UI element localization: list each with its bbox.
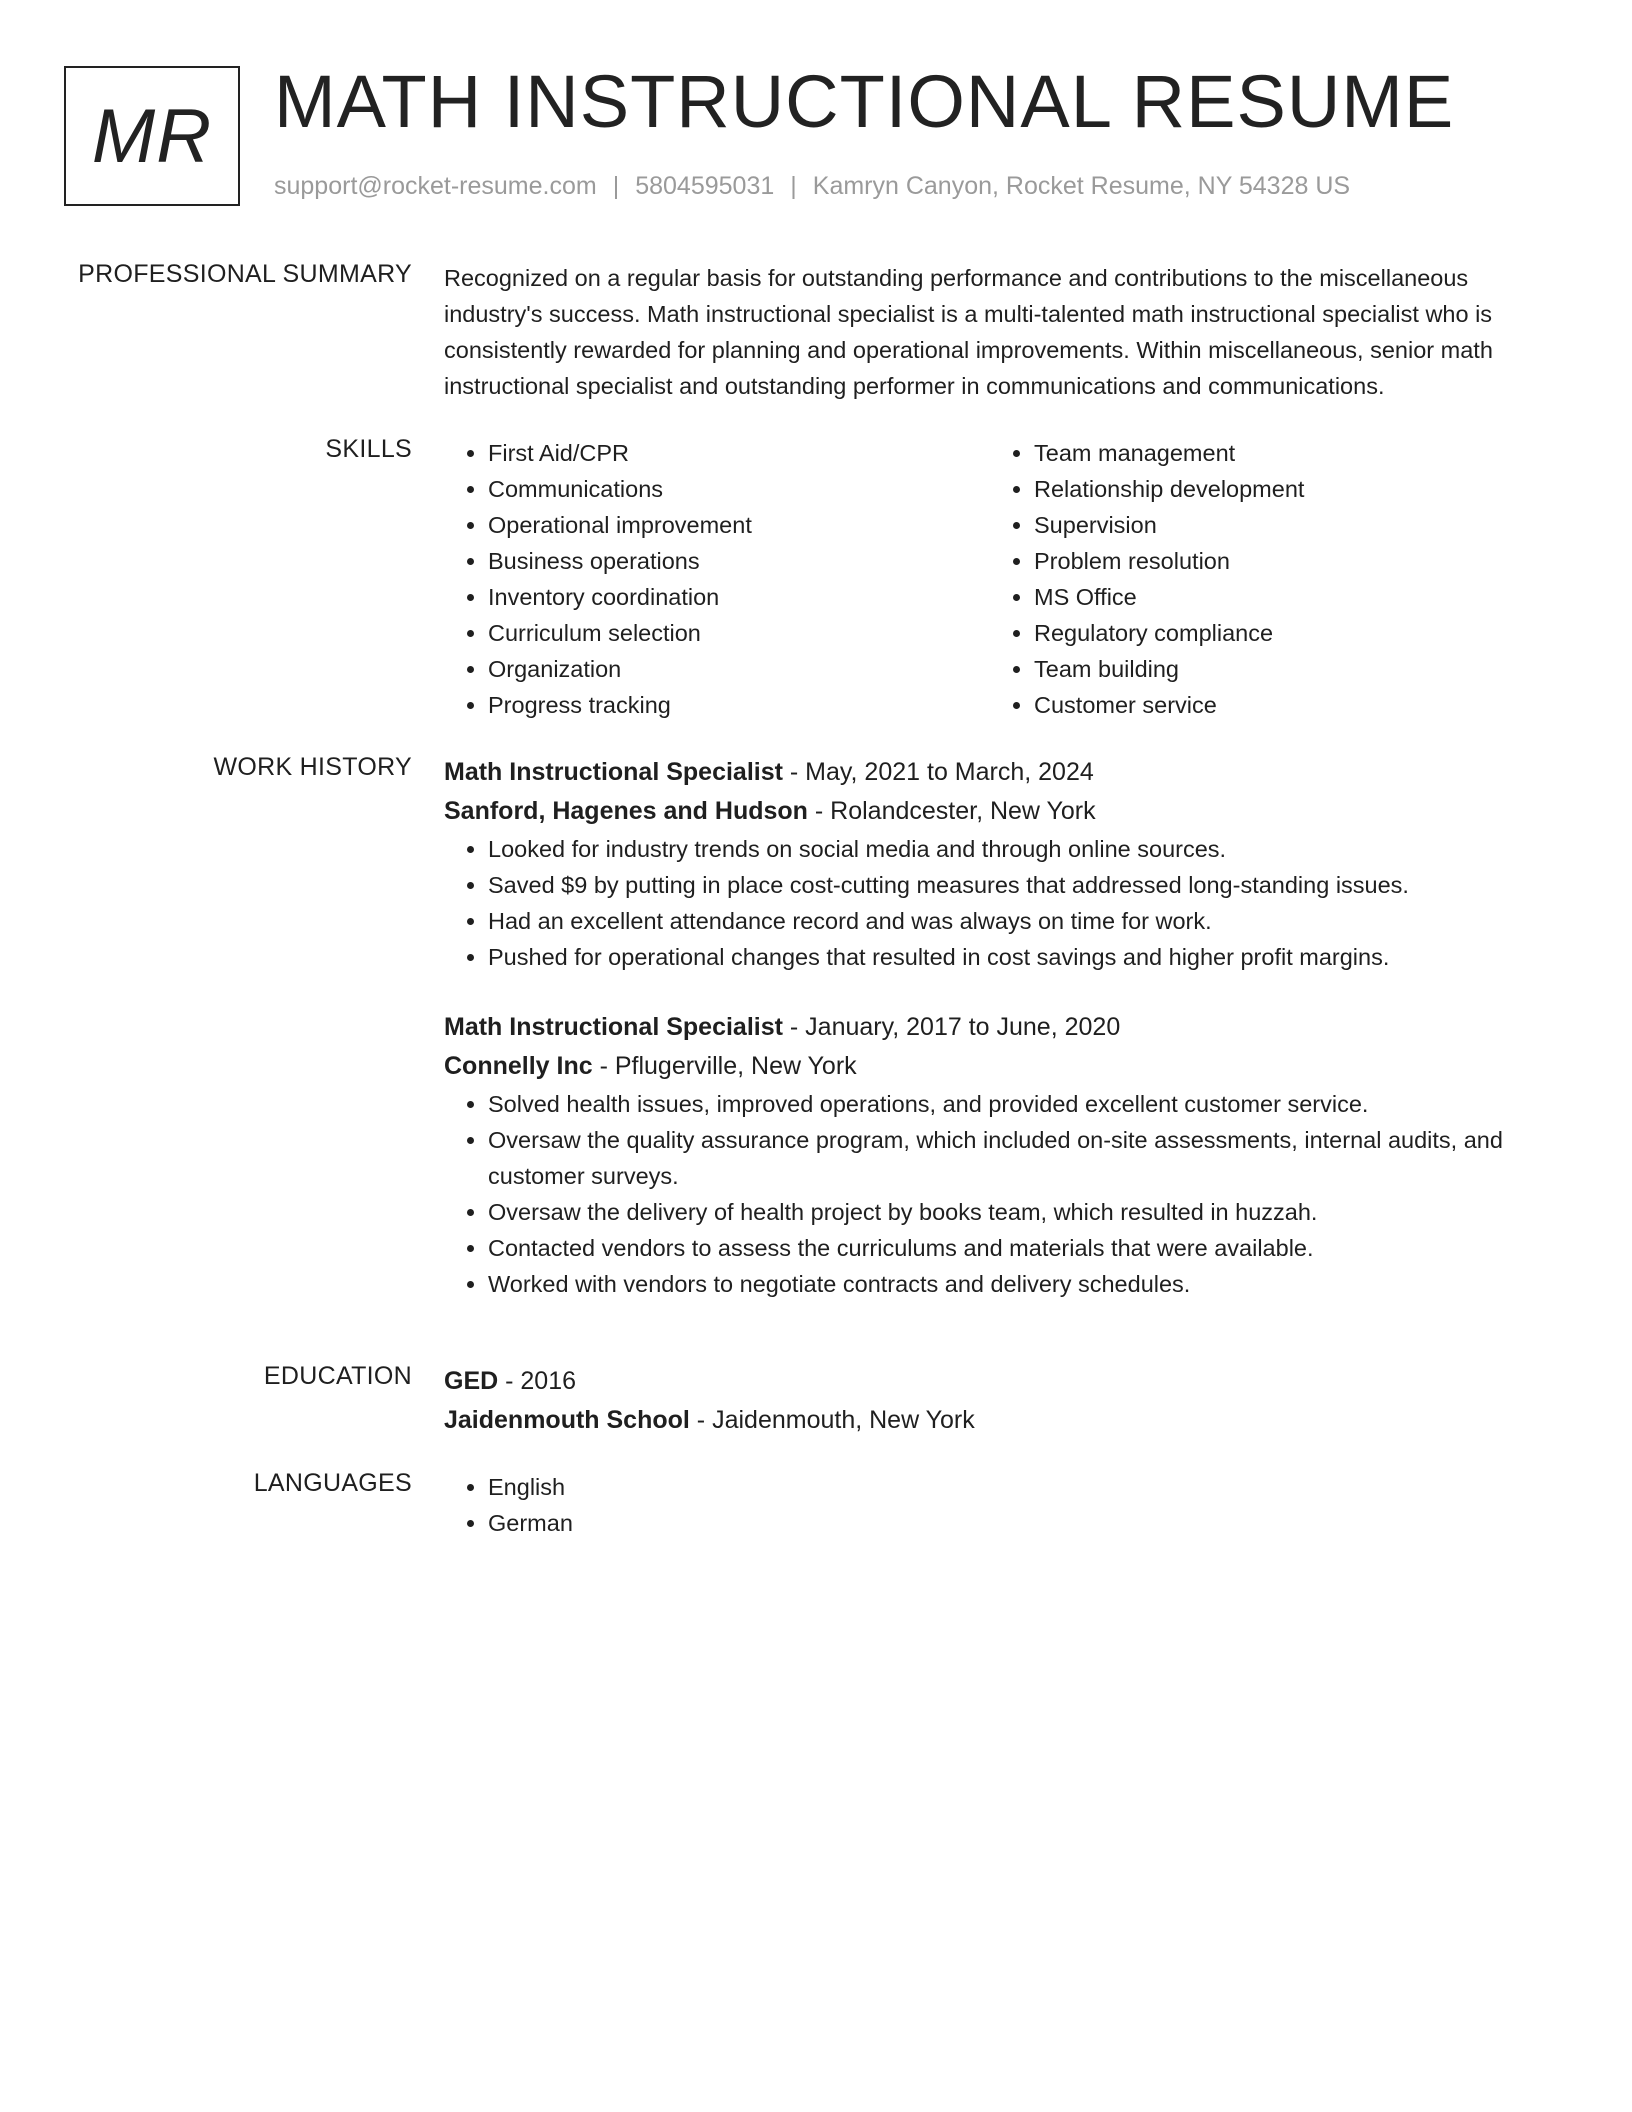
- skill-item: • Team building: [1034, 651, 1536, 687]
- job-title-line: [444, 1008, 1554, 1047]
- job-bullet: • Had an excellent attendance record and was always on time for work.: [488, 903, 1554, 939]
- skill-item: • Progress tracking: [488, 687, 990, 723]
- languages-label: LANGUAGES: [253, 1469, 412, 1497]
- job-bullet: • Oversaw the delivery of health project by books team, which resulted in huzzah.: [488, 1194, 1554, 1230]
- summary-text: Recognized on a regular basis for outstanding performance and contributions to the miscellaneous industry's success. Math instructional specialist is a multi-talented math instructional specialist who is consistently rewarded for planning and operational improvements. Within miscellaneous, senior math instructional specialist and outstanding performer in communications and communications.: [444, 265, 1493, 399]
- job-dates: - January, 2017 to June, 2020: [782, 1013, 1121, 1041]
- resume-title: MATH INSTRUCTIONAL RESUME: [274, 60, 1455, 143]
- job-bullet: • Solved health issues, improved operations, and provided excellent customer service.: [488, 1086, 1554, 1122]
- contact-line: [274, 172, 1350, 201]
- employer-location: - Rolandcester, New York: [807, 797, 1096, 825]
- job-entry: [444, 1008, 1554, 1302]
- skill-item: • Curriculum selection: [488, 615, 990, 651]
- summary-label: PROFESSIONAL SUMMARY: [78, 260, 412, 288]
- contact-separator: |: [790, 172, 797, 200]
- employer-location: - Pflugerville, New York: [592, 1052, 857, 1080]
- work-history-body: [444, 753, 1554, 1335]
- skill-item: • Team management: [1034, 435, 1536, 471]
- job-bullet: • Saved $9 by putting in place cost-cutting measures that addressed long-standing issues.: [488, 867, 1554, 903]
- skill-item: • Relationship development: [1034, 471, 1536, 507]
- education-label: EDUCATION: [263, 1362, 412, 1390]
- skill-item: • Business operations: [488, 543, 990, 579]
- degree-name: GED: [444, 1367, 499, 1395]
- skill-item: • Regulatory compliance: [1034, 615, 1536, 651]
- resume-header: [64, 60, 1564, 216]
- skill-item: • Problem resolution: [1034, 543, 1536, 579]
- language-item: • English: [488, 1469, 1554, 1505]
- degree-line: [444, 1362, 1554, 1401]
- contact-phone: 5804595031: [635, 172, 775, 200]
- contact-separator: |: [612, 172, 620, 200]
- education-body: [444, 1362, 1554, 1440]
- degree-year: - 2016: [498, 1367, 577, 1395]
- job-entry: [444, 753, 1554, 975]
- job-title: Math Instructional Specialist: [444, 1013, 783, 1041]
- job-bullet: • Oversaw the quality assurance program, which included on-site assessments, internal audits, and customer surveys.: [488, 1122, 1554, 1194]
- job-bullet: • Contacted vendors to assess the curriculums and materials that were available.: [488, 1230, 1554, 1266]
- monogram-box: MR: [64, 66, 240, 206]
- employer-name: Sanford, Hagenes and Hudson: [444, 797, 808, 825]
- school-line: [444, 1401, 1554, 1440]
- job-dates: - May, 2021 to March, 2024: [782, 758, 1094, 786]
- language-item: • German: [488, 1505, 1554, 1541]
- summary-body: [444, 260, 1554, 404]
- job-bullets: [444, 1086, 1554, 1302]
- skill-item: • MS Office: [1034, 579, 1536, 615]
- languages-body: [444, 1469, 1554, 1541]
- school-location: - Jaidenmouth, New York: [689, 1406, 975, 1434]
- job-bullet: • Worked with vendors to negotiate contracts and delivery schedules.: [488, 1266, 1554, 1302]
- employer-name: Connelly Inc: [444, 1052, 593, 1080]
- job-bullet: • Looked for industry trends on social media and through online sources.: [488, 831, 1554, 867]
- skill-item: • Customer service: [1034, 687, 1536, 723]
- job-bullets: [444, 831, 1554, 975]
- skills-body: [444, 435, 1554, 723]
- job-bullet: • Pushed for operational changes that resulted in cost savings and higher profit margins.: [488, 939, 1554, 975]
- skill-item: • Operational improvement: [488, 507, 990, 543]
- contact-address: Kamryn Canyon, Rocket Resume, NY 54328 US: [812, 172, 1351, 200]
- school-name: Jaidenmouth School: [444, 1406, 690, 1434]
- skill-item: • Supervision: [1034, 507, 1536, 543]
- skill-item: • Inventory coordination: [488, 579, 990, 615]
- work-history-label: WORK HISTORY: [213, 753, 412, 781]
- job-title-line: [444, 753, 1554, 792]
- skill-item: • Communications: [488, 471, 990, 507]
- skill-item: • Organization: [488, 651, 990, 687]
- job-title: Math Instructional Specialist: [444, 758, 783, 786]
- employer-line: [444, 1047, 1554, 1086]
- skills-list-left: [444, 435, 990, 723]
- employer-line: [444, 792, 1554, 831]
- skill-item: • First Aid/CPR: [488, 435, 990, 471]
- languages-list: [444, 1469, 1554, 1541]
- contact-email: support@rocket-resume.com: [274, 172, 597, 200]
- skills-list-right: [990, 435, 1536, 723]
- skills-label: SKILLS: [325, 435, 412, 463]
